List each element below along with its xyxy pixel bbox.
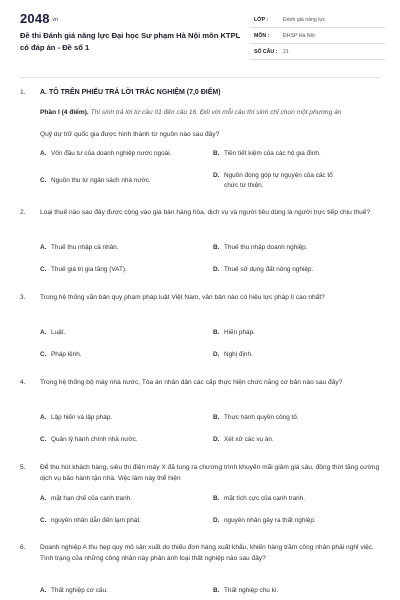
question-5: 5. Để thu hút khách hàng, siêu thị điện máy X đã tung ra chương trình khuyến mãi giảm giá sâu, đồng thời tăng cường dịch vụ bảo hành tận nhà. Việc làm này thể hiện A. mặt hạn chế của cạnh tranh. B. mặt tích cực của cạnh tranh. C. nguyên nhân dẫn đến lạm phát. D. nguyên nhân gây ra thất nghiệp.	[20, 463, 390, 533]
meta-key: LỚP :	[254, 17, 269, 23]
exam-title: Đề thi Đánh giá năng lực Đại học Sư phạm Hà Nội môn KTPL có đáp án - Đề số 1	[20, 31, 241, 52]
question-text: Trong hệ thống bộ máy nhà nước, Tòa án nhân dân các cấp thực hiện chức năng cơ bản nào sau đây?	[40, 379, 343, 386]
question-number: 3.	[20, 294, 26, 301]
header-divider	[20, 77, 380, 78]
brand-logo[interactable]	[20, 11, 58, 26]
meta-class	[250, 12, 385, 28]
question-number: 5.	[20, 464, 26, 471]
part-label: Phần I (4 điểm).	[40, 109, 89, 116]
question-number: 6.	[20, 544, 26, 551]
brand-name: 2048	[20, 11, 50, 26]
brand-suffix: .vn	[50, 16, 59, 23]
question-3: 3. Trong hệ thống văn bản quy phạm pháp luật Việt Nam, văn bản nào có hiệu lực pháp lí cao nhất? A. Luật. B. Hiến pháp. C. Pháp lệnh. D. Nghị định.	[20, 293, 390, 363]
part-instruction	[40, 108, 382, 119]
meta-key: SỐ CÂU :	[254, 49, 278, 55]
part-text: Thí sinh trả lời từ câu 01 đến câu 16. Đối với mỗi câu thí sinh chỉ chọn một phương án	[90, 109, 342, 116]
question-text: Loại thuế nào sau đây được cộng vào giá bán hàng hóa, dịch vụ và người tiêu dùng là người trực tiếp chịu thuế?	[40, 209, 371, 216]
page-header	[0, 0, 400, 78]
question-number: 4.	[20, 379, 26, 386]
meta-value: 21	[283, 49, 289, 55]
question-text: Để thu hút khách hàng, siêu thị điện máy X đã tung ra chương trình khuyến mãi giảm giá sâu, đồng thời tăng cường dịch vụ bảo hành tận nhà. Việc làm này thể hiện	[40, 464, 380, 482]
meta-count	[250, 44, 385, 60]
question-text: Doanh nghiệp A thu hẹp quy mô sản xuất do thiếu đơn hàng xuất khẩu, khiến hàng trăm công nhân phải nghỉ việc. Tình trạng của những công nhân này phản ánh loại thất nghiệp nào sau đây?	[40, 544, 374, 562]
question-1: 1. A. TÔ TRÊN PHIẾU TRẢ LỜI TRẮC NGHIỆM (7,0 ĐIỂM) Phần I (4 điểm). Thí sinh trả lời từ câu 01 đến câu 16. Đối với mỗi câu thí sinh chỉ chọn một phương án Quỹ dự trữ quốc gia được hình thành từ nguồn nào sau đây? A. Vốn đầu tư của doanh nghiệp nước ngoài. B. Tiền tiết kiệm của các hộ gia đình. C. Nguồn thu từ ngân sách nhà nước. D. Nguồn đóng góp tự nguyện của các tổ chức từ thiện.	[20, 88, 390, 178]
meta-value: ĐHSP Hà Nội	[283, 33, 315, 39]
exam-meta	[250, 12, 385, 60]
question-number: 2.	[20, 209, 26, 216]
question-2: 2. Loại thuế nào sau đây được cộng vào giá bán hàng hóa, dịch vụ và người tiêu dùng là người trực tiếp chịu thuế? A. Thuế thu nhập cá nhân. B. Thuế thu nhập doanh nghiệp. C. Thuế giá trị gia tăng (VAT). D. Thuế sử dụng đất nông nghiệp.	[20, 208, 390, 278]
question-4: 4. Trong hệ thống bộ máy nhà nước, Tòa án nhân dân các cấp thực hiện chức năng cơ bản nào sau đây? A. Lập hiến và lập pháp. B. Thực hành quyền công tố. C. Quản lý hành chính nhà nước. D. Xét xử các vụ án.	[20, 378, 390, 448]
question-text: Trong hệ thống văn bản quy phạm pháp luật Việt Nam, văn bản nào có hiệu lực pháp lí cao nhất?	[40, 294, 325, 301]
question-number: 1.	[20, 89, 26, 96]
question-6: 6. Doanh nghiệp A thu hẹp quy mô sản xuất do thiếu đơn hàng xuất khẩu, khiến hàng trăm công nhân phải nghỉ việc. Tình trạng của những công nhân này phản ánh loại thất nghiệp nào sau đây? A. Thất nghiệp cơ cấu. B. Thất nghiệp chu kì.	[20, 543, 390, 600]
meta-key: MÔN :	[254, 33, 270, 39]
meta-subject	[250, 28, 385, 44]
section-title: A. TÔ TRÊN PHIẾU TRẢ LỜI TRẮC NGHIỆM (7,0 ĐIỂM)	[40, 89, 221, 96]
meta-value: Đánh giá năng lực	[283, 17, 326, 23]
question-text: Quỹ dự trữ quốc gia được hình thành từ nguồn nào sau đây?	[40, 131, 220, 138]
